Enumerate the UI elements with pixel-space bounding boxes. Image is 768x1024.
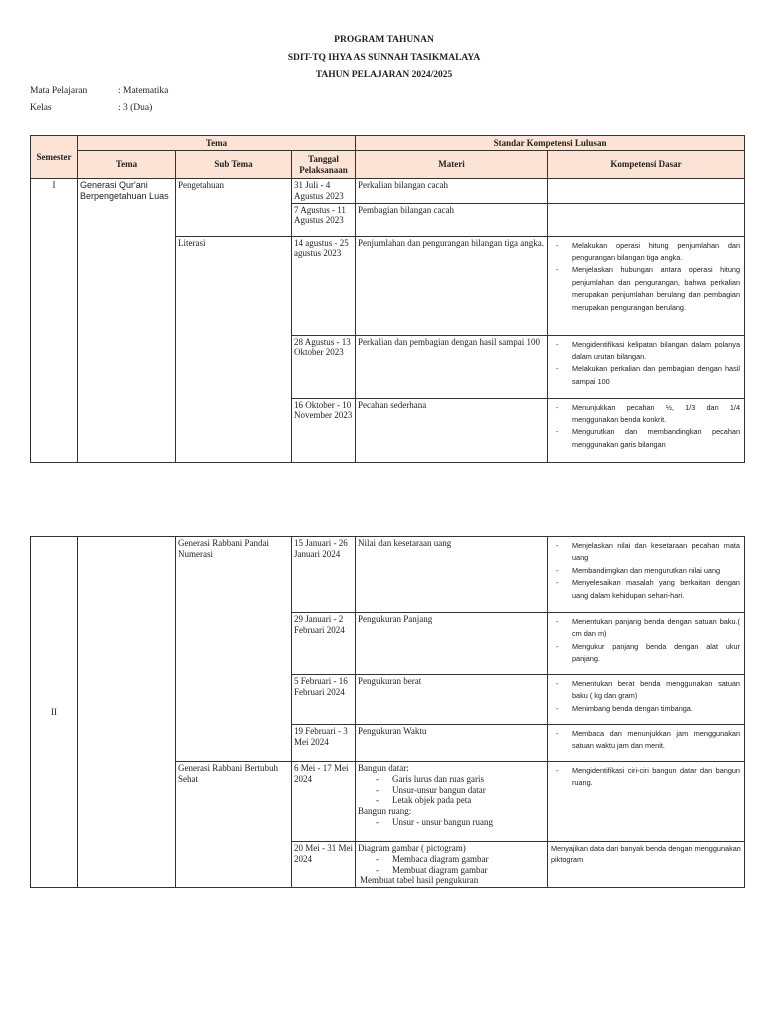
date-cell: 20 Mei - 31 Mei 2024 — [292, 842, 356, 888]
materi-list-item: - Membaca diagram gambar — [358, 854, 545, 865]
materi-cell — [356, 762, 548, 842]
meta-subject — [30, 86, 168, 96]
materi-list-item: - Unsur-unsur bangun datar — [358, 785, 545, 796]
date-cell: 16 Oktober - 10 November 2023 — [292, 398, 356, 462]
kd-item: - Menentukan panjang benda dengan satuan baku.( cm dan m) — [572, 616, 740, 641]
materi-list-item: - Membuat diagram gambar — [358, 865, 545, 876]
kd-cell — [548, 179, 745, 204]
header-materi: Materi — [356, 151, 548, 179]
kd-item: - Menyelesaikan masalah yang berkaitan dengan uang dalam kehidupan sehari-hari. — [572, 577, 740, 602]
materi-footer: Membuat tabel hasil pengukuran — [360, 875, 479, 886]
kd-cell — [548, 725, 745, 762]
date-cell: 31 Juli - 4 Agustus 2023 — [292, 179, 356, 204]
kd-cell — [548, 762, 745, 842]
subtema-cell: Literasi — [176, 236, 292, 462]
date-cell: 28 Agustus - 13 Oktober 2023 — [292, 335, 356, 398]
kd-item: - Membaca dan menunjukkan jam menggunakan satuan waktu jam dan menit. — [572, 728, 740, 753]
materi-heading: Bangun ruang: — [358, 806, 412, 817]
date-cell: 5 Februari - 16 Februari 2024 — [292, 675, 356, 725]
tema-cell: Generasi Qur'ani Berpengetahuan Luas — [78, 179, 176, 463]
kd-item: - Menimbang benda dengan timbanga. — [572, 703, 740, 715]
materi-cell: Pengukuran berat — [356, 675, 548, 725]
kd-cell — [548, 203, 745, 236]
kd-cell — [548, 613, 745, 675]
materi-list-item: - Unsur - unsur bangun ruang — [358, 817, 545, 828]
materi-cell: Pengukuran Panjang — [356, 613, 548, 675]
meta-class-label: Kelas — [30, 103, 52, 113]
subtema-cell: Generasi Rabbani Bertubuh Sehat — [176, 762, 292, 888]
materi-heading: Bangun datar: — [358, 763, 409, 773]
table-row — [31, 179, 745, 204]
date-cell: 29 Januari - 2 Februari 2024 — [292, 613, 356, 675]
materi-cell: Pembagian bilangan cacah — [356, 203, 548, 236]
kd-cell — [548, 335, 745, 398]
meta-subject-value: : Matematika — [118, 86, 169, 96]
materi-cell: Pecahan sederhana — [356, 398, 548, 462]
materi-cell: Nilai dan kesetaraan uang — [356, 537, 548, 613]
materi-heading: Diagram gambar ( pictogram) — [358, 843, 466, 853]
table-row — [31, 537, 745, 613]
kd-cell — [548, 398, 745, 462]
kd-item: - Melakukan perkalian dan pembagian dengan hasil sampai 100 — [572, 363, 740, 388]
tema-cell — [78, 537, 176, 888]
school-name: SDIT-TQ IHYA AS SUNNAH TASIKMALAYA — [287, 53, 481, 63]
meta-class — [30, 103, 152, 113]
kd-item: - Mengukur panjang benda dengan alat ukur panjang. — [572, 641, 740, 666]
header-tanggal: Tanggal Pelaksanaan — [292, 151, 356, 179]
date-cell: 6 Mei - 17 Mei 2024 — [292, 762, 356, 842]
header-sub-tema: Sub Tema — [176, 151, 292, 179]
materi-cell: Penjumlahan dan pengurangan bilangan tiga angka. — [356, 236, 548, 335]
meta-class-value: : 3 (Dua) — [118, 103, 153, 113]
materi-cell: Pengukuran Waktu — [356, 725, 548, 762]
header-tema: Tema — [78, 151, 176, 179]
kd-item: - Menjelaskan nilai dan kesetaraan pecahan mata uang — [572, 540, 740, 565]
kd-cell — [548, 236, 745, 335]
materi-list-item: - Garis lurus dan ruas garis — [358, 774, 545, 785]
kd-cell: Menyajikan data dari banyak benda dengan menggunakan piktogram — [548, 842, 745, 888]
header-semester: Semester — [31, 136, 78, 179]
kd-item: - Mengurutkan dan membandingkan pecahan menggunakan garis bilangan — [572, 426, 740, 451]
header-tema-group: Tema — [78, 136, 356, 151]
school-year: TAHUN PELAJARAN 2024/2025 — [315, 70, 453, 80]
materi-cell — [356, 842, 548, 888]
header-kd: Kompetensi Dasar — [548, 151, 745, 179]
date-cell: 14 agustus - 25 agustus 2023 — [292, 236, 356, 335]
program-table-semester-1 — [30, 135, 745, 463]
subtema-cell: Pengetahuan — [176, 179, 292, 237]
kd-item: - Menentukan berat benda menggunakan satuan baku ( kg dan gram) — [572, 678, 740, 703]
kd-cell — [548, 675, 745, 725]
semester-cell: I — [31, 179, 78, 463]
materi-list-item: - Letak objek pada peta — [358, 795, 545, 806]
kd-item: - Membandimgkan dan mengurutkan nilai uang — [572, 565, 740, 577]
date-cell: 7 Agustus - 11 Agustus 2023 — [292, 203, 356, 236]
meta-subject-label: Mata Pelajaran — [30, 86, 88, 96]
semester-cell: II — [31, 537, 78, 888]
materi-cell: Perkalian bilangan cacah — [356, 179, 548, 204]
kd-item: - Menunjukkan pecahan ½, 1/3 dan 1/4 menggunakan benda konkrit. — [572, 402, 740, 427]
materi-cell: Perkalian dan pembagian dengan hasil sampai 100 — [356, 335, 548, 398]
kd-item: - Mengidentifikasi kelipatan bilangan dalam polanya dalam urutan bilangan. — [572, 339, 740, 364]
kd-item: - Mengidentifikasi ciri-ciri bangun datar dan bangun ruang. — [572, 765, 740, 790]
kd-item: - Menjelaskan hubungan antara operasi hitung penjumlahan dan pengurangan, bahwa perkalian merupakan penjumlahan berulang dan pembagian merupakan pengurangan berulang. — [572, 264, 740, 314]
doc-title: PROGRAM TAHUNAN — [334, 35, 434, 45]
subtema-cell: Generasi Rabbani Pandai Numerasi — [176, 537, 292, 762]
header-skl-group: Standar Kompetensi Lulusan — [356, 136, 745, 151]
date-cell: 15 Januari - 26 Januari 2024 — [292, 537, 356, 613]
kd-item: - Melakukan operasi hitung penjumlahan dan pengurangan bilangan tiga angka. — [572, 240, 740, 265]
program-table-semester-2 — [30, 536, 745, 888]
date-cell: 19 Februari - 3 Mei 2024 — [292, 725, 356, 762]
kd-cell — [548, 537, 745, 613]
